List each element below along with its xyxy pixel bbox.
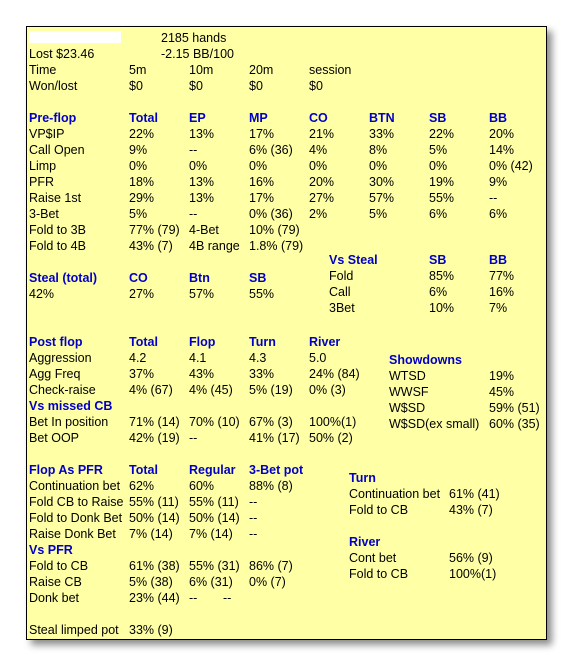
stat-label: Steal limped pot [29, 623, 119, 637]
stat-value: 33% [249, 367, 275, 381]
stat-value: 13% [189, 191, 215, 205]
stat-value: 27% [129, 287, 155, 301]
showdowns-title: Showdowns [389, 353, 462, 367]
preflop-col-header: BTN [369, 111, 395, 125]
stat-label: WTSD [389, 369, 426, 383]
vs-pfr-title: Vs PFR [29, 543, 73, 557]
stat-value: 55% (31) [189, 559, 240, 573]
vs-steal-col-header: SB [429, 253, 447, 267]
time-col-session: session [309, 63, 352, 77]
stat-value: 9% [489, 175, 508, 189]
stat-label: Cont bet [349, 551, 397, 565]
stat-label: Fold [329, 269, 354, 283]
stat-value: 6% [429, 285, 448, 299]
stat-label: Fold to 4B [29, 239, 86, 253]
stat-value: 21% [309, 127, 335, 141]
time-label: Time [29, 63, 57, 77]
vs-missed-cb-title: Vs missed CB [29, 399, 113, 413]
stat-value: 33% (9) [129, 623, 173, 637]
stat-value: 55% (11) [129, 495, 179, 509]
stat-label: Agg Freq [29, 367, 81, 381]
stat-value: 6% [489, 207, 508, 221]
stat-label: Fold to Donk Bet [29, 511, 123, 525]
stat-value: 4.3 [249, 351, 267, 365]
stat-label: Bet In position [29, 415, 109, 429]
stat-label: Fold to CB [29, 559, 89, 573]
flop-pfr-col-header: 3-Bet pot [249, 463, 304, 477]
stat-value: 100%(1) [309, 415, 357, 429]
stat-value: 43% (7) [449, 503, 493, 517]
stat-value: -- [249, 495, 258, 509]
stat-value: 23% (44) [129, 591, 180, 605]
stat-value: 55% (11) [189, 495, 239, 509]
preflop-col-header: EP [189, 111, 206, 125]
stat-label: Raise 1st [29, 191, 82, 205]
preflop-col-header: BB [489, 111, 508, 125]
stat-value: -- [249, 511, 258, 525]
stat-value: 67% (3) [249, 415, 293, 429]
stat-value: 10% [429, 301, 455, 315]
preflop-col-header: SB [429, 111, 447, 125]
stat-value: 29% [129, 191, 155, 205]
stat-value: 0% [189, 159, 208, 173]
stat-value: 8% [369, 143, 388, 157]
stat-label: Fold to CB [349, 503, 409, 517]
redacted-player-name [29, 31, 121, 43]
stat-value: 5.0 [309, 351, 327, 365]
stat-value: 61% (41) [449, 487, 500, 501]
steal-title: Steal (total) [29, 271, 98, 285]
stat-value: 43% [189, 367, 215, 381]
wonlost-label: Won/lost [29, 79, 78, 93]
stat-value: -- [189, 143, 198, 157]
stat-value: 5% [369, 207, 388, 221]
vs-steal-col-header: BB [489, 253, 508, 267]
steal-col-header: Btn [189, 271, 210, 285]
stat-value: 77% [489, 269, 515, 283]
stat-value: 16% [489, 285, 515, 299]
stat-label: Continuation bet [29, 479, 121, 493]
postflop-col-header: River [309, 335, 341, 349]
stat-label: Fold to 3B [29, 223, 86, 237]
stat-label: Continuation bet [349, 487, 441, 501]
stat-value: 85% [429, 269, 455, 283]
stat-value: 4.2 [129, 351, 147, 365]
stat-label: PFR [29, 175, 54, 189]
stat-value: 5% [129, 207, 148, 221]
stat-value: 61% (38) [129, 559, 180, 573]
stat-label: Call Open [29, 143, 85, 157]
preflop-title: Pre-flop [29, 111, 77, 125]
stat-value: 13% [189, 175, 215, 189]
hands-count: 2185 hands [161, 31, 227, 45]
stat-value: 6% [429, 207, 448, 221]
stat-value: 4% (67) [129, 383, 173, 397]
flop-as-pfr-title: Flop As PFR [29, 463, 103, 477]
stat-value: 56% (9) [449, 551, 493, 565]
stat-label: Aggression [29, 351, 92, 365]
stat-value: -- [189, 591, 198, 605]
stat-value: 50% (14) [189, 511, 240, 525]
stat-label: Bet OOP [29, 431, 80, 445]
stat-value: 9% [129, 143, 148, 157]
stat-value: 45% [489, 385, 515, 399]
vs-steal-title: Vs Steal [329, 253, 378, 267]
stat-value: 20% [489, 127, 515, 141]
stat-value: 42% [29, 287, 55, 301]
stat-value: 57% [189, 287, 215, 301]
stat-value: 5% [429, 143, 448, 157]
stat-value: 0% (42) [489, 159, 533, 173]
stat-value: 0% (3) [309, 383, 346, 397]
stat-value: 1.8% (79) [249, 239, 304, 253]
stat-label: 3-Bet [29, 207, 59, 221]
wonlost-value: $0 [189, 79, 203, 93]
stat-value: 7% (14) [129, 527, 173, 541]
stat-value: 60% [189, 479, 215, 493]
river-title: River [349, 535, 381, 549]
stat-value: 19% [429, 175, 455, 189]
lost-amount: Lost $23.46 [29, 47, 95, 61]
stat-label: VP$IP [29, 127, 65, 141]
stat-value: 50% (2) [309, 431, 353, 445]
stat-value: 4% [309, 143, 328, 157]
stat-label: 4B range [189, 239, 240, 253]
stat-value: 19% [489, 369, 515, 383]
stat-value: 10% (79) [249, 223, 300, 237]
stat-value: 7% [489, 301, 508, 315]
steal-col-header: SB [249, 271, 267, 285]
stat-value: 59% (51) [489, 401, 540, 415]
stat-value: 88% (8) [249, 479, 293, 493]
wonlost-value: $0 [309, 79, 323, 93]
stat-label: Raise Donk Bet [29, 527, 116, 541]
stat-value: 77% (79) [129, 223, 180, 237]
stat-value: 41% (17) [249, 431, 300, 445]
stat-value: 0% [249, 159, 268, 173]
stat-value: 6% (36) [249, 143, 293, 157]
stat-value: 100%(1) [449, 567, 497, 581]
preflop-col-header: CO [309, 111, 328, 125]
bb-per-100: -2.15 BB/100 [161, 47, 234, 61]
stat-value: 55% [429, 191, 455, 205]
stat-value: 37% [129, 367, 155, 381]
stat-label: Check-raise [29, 383, 96, 397]
stat-value: 55% [249, 287, 275, 301]
stat-value: 42% (19) [129, 431, 180, 445]
stat-value: 4.1 [189, 351, 207, 365]
postflop-col-header: Flop [189, 335, 216, 349]
stat-value: 22% [429, 127, 455, 141]
stat-value: 0% [309, 159, 328, 173]
stat-value: 16% [249, 175, 275, 189]
stat-value: 6% (31) [189, 575, 233, 589]
stat-value: 70% (10) [189, 415, 240, 429]
stat-value: 2% [309, 207, 328, 221]
stat-value: 62% [129, 479, 155, 493]
turn-title: Turn [349, 471, 376, 485]
stat-value: 5% (19) [249, 383, 293, 397]
stat-value: 17% [249, 191, 275, 205]
stat-value: -- [189, 207, 198, 221]
time-col-20m: 20m [249, 63, 274, 77]
stat-label: Limp [29, 159, 57, 173]
stat-value: 24% (84) [309, 367, 360, 381]
wonlost-value: $0 [129, 79, 143, 93]
stat-value: 17% [249, 127, 275, 141]
steal-col-header: CO [129, 271, 148, 285]
stat-value: 4% (45) [189, 383, 233, 397]
time-col-5m: 5m [129, 63, 147, 77]
wonlost-value: $0 [249, 79, 263, 93]
stat-value: 86% (7) [249, 559, 293, 573]
stat-value: -- [223, 591, 232, 605]
stat-value: 33% [369, 127, 395, 141]
stat-value: 30% [369, 175, 395, 189]
stat-value: 7% (14) [189, 527, 233, 541]
stat-value: 0% [429, 159, 448, 173]
stat-label: Donk bet [29, 591, 80, 605]
stat-label: W$SD(ex small) [389, 417, 480, 431]
stat-label: 3Bet [329, 301, 355, 315]
preflop-col-header: MP [249, 111, 268, 125]
stat-value: -- [189, 431, 198, 445]
postflop-title: Post flop [29, 335, 83, 349]
stat-label: Call [329, 285, 351, 299]
stat-label: WWSF [389, 385, 429, 399]
stat-label: W$SD [389, 401, 426, 415]
flop-pfr-col-header: Total [129, 463, 158, 477]
stat-value: 0% (36) [249, 207, 293, 221]
stat-value: 0% [369, 159, 388, 173]
stat-value: 20% [309, 175, 335, 189]
stat-value: 71% (14) [129, 415, 180, 429]
stat-value: 43% (7) [129, 239, 173, 253]
stat-label: Raise CB [29, 575, 82, 589]
stat-value: 0% (7) [249, 575, 286, 589]
stat-value: 22% [129, 127, 155, 141]
postflop-col-header: Total [129, 335, 158, 349]
stat-label: Fold CB to Raise [29, 495, 124, 509]
stat-value: 5% (38) [129, 575, 173, 589]
stat-value: -- [489, 191, 498, 205]
stat-value: 14% [489, 143, 515, 157]
stat-value: 60% (35) [489, 417, 540, 431]
postflop-col-header: Turn [249, 335, 276, 349]
stat-value: 27% [309, 191, 335, 205]
time-col-10m: 10m [189, 63, 214, 77]
preflop-col-header: Total [129, 111, 158, 125]
stat-value: 18% [129, 175, 155, 189]
stats-hud-panel [26, 26, 547, 640]
stat-value: 57% [369, 191, 395, 205]
stat-value: 13% [189, 127, 215, 141]
stat-label: 4-Bet [189, 223, 219, 237]
stat-value: 0% [129, 159, 148, 173]
stat-value: -- [249, 527, 258, 541]
flop-pfr-col-header: Regular [189, 463, 236, 477]
stat-value: 50% (14) [129, 511, 180, 525]
stat-label: Fold to CB [349, 567, 409, 581]
